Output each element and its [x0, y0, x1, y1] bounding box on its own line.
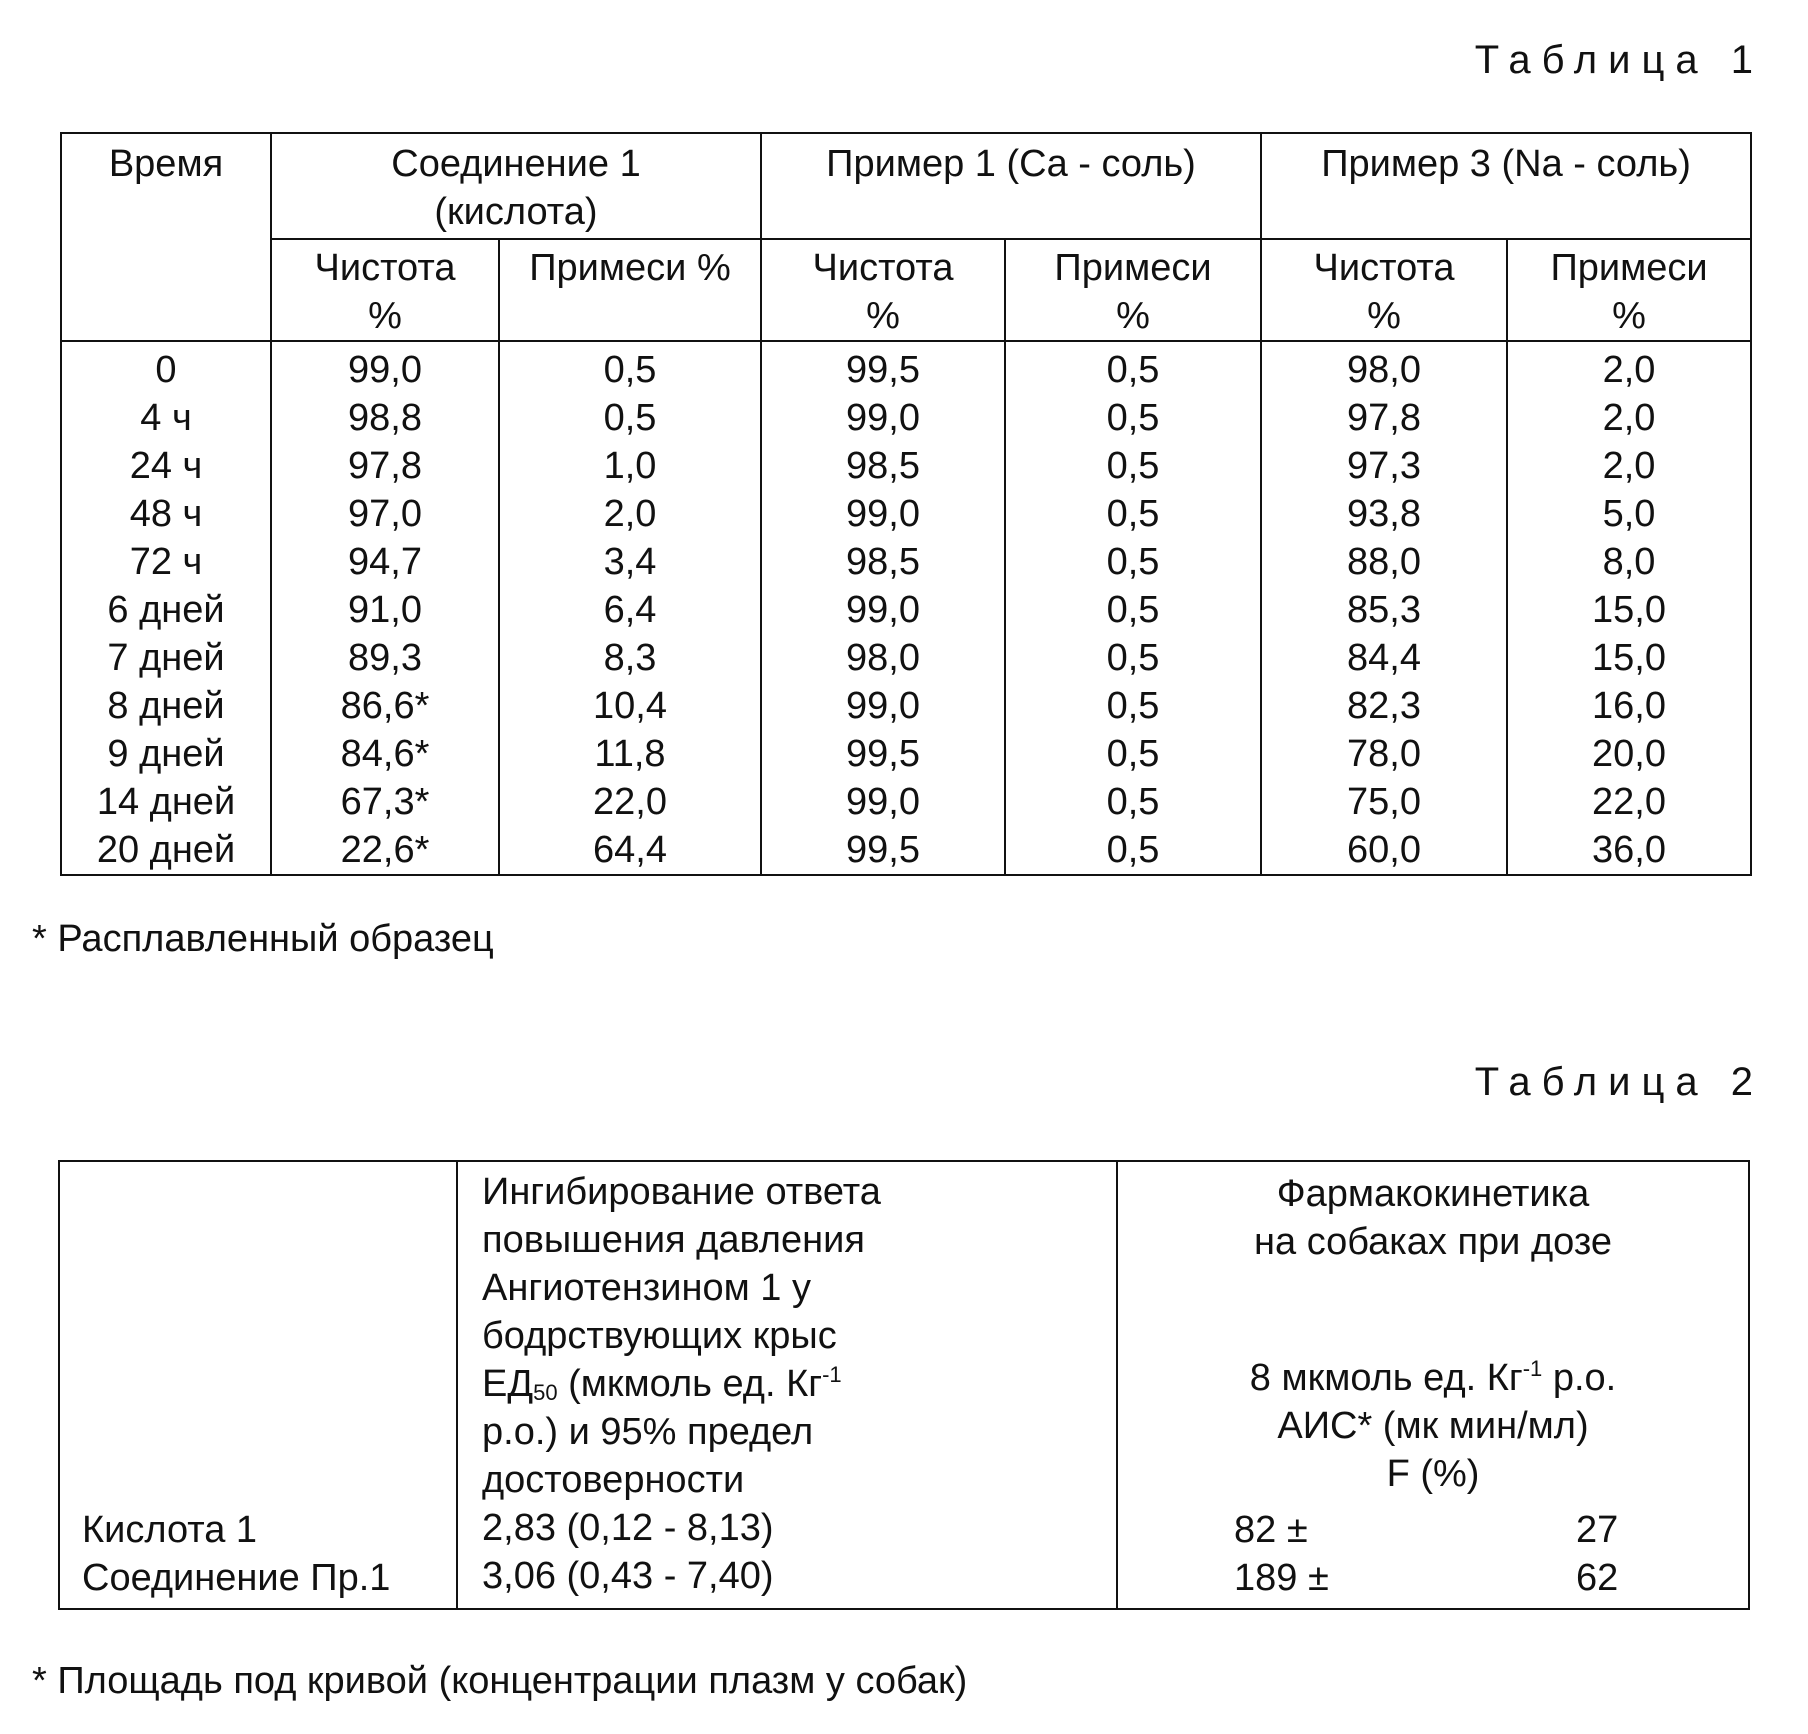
- pk-f-header: F (%): [1386, 1453, 1480, 1495]
- table-cell: 6,4: [603, 589, 657, 631]
- table-cell: 98,0: [1347, 349, 1421, 391]
- pk-row: [1118, 1554, 1748, 1602]
- table-cell: 88,0: [1347, 541, 1421, 583]
- pk-header-line: Фармакокинетика: [1276, 1173, 1590, 1215]
- table2-ed50-column: [457, 1161, 1117, 1609]
- table-cell: 82,3: [1347, 685, 1421, 727]
- table-cell: 0,5: [603, 349, 657, 391]
- ed50-header-line: бодрствующих крыс: [482, 1315, 837, 1357]
- table-cell: 2,0: [1602, 445, 1656, 487]
- header-group-compound1: Соединение 1 (кислота): [271, 133, 761, 239]
- table-cell: 0,5: [1106, 685, 1160, 727]
- table2-caption: Таблица 2: [1474, 1060, 1764, 1104]
- table1-footnote: * Расплавленный образец: [32, 918, 494, 960]
- table-cell: 0,5: [1106, 541, 1160, 583]
- table-cell: 99,5: [846, 829, 920, 871]
- table-cell: 84,4: [1347, 637, 1421, 679]
- table-cell: 10,4: [593, 685, 667, 727]
- table-cell: 67,3*: [340, 781, 430, 823]
- table-cell: 75,0: [1347, 781, 1421, 823]
- table-cell: 3,4: [603, 541, 657, 583]
- table-cell: 14 дней: [96, 781, 236, 823]
- table-cell: 97,8: [348, 445, 422, 487]
- auc-value: 189 ±: [1234, 1557, 1329, 1599]
- table-cell: 85,3: [1347, 589, 1421, 631]
- ed50-header-line: Ингибирование ответа: [482, 1171, 881, 1213]
- table-cell: 99,0: [846, 493, 920, 535]
- header-time: Время: [61, 133, 271, 341]
- ed50-header-line: достоверности: [482, 1459, 745, 1501]
- table-cell: 89,3: [348, 637, 422, 679]
- table-cell: 0,5: [1106, 589, 1160, 631]
- column-purity: [1261, 341, 1507, 875]
- table2: [58, 1160, 1750, 1610]
- table-cell: 22,0: [1592, 781, 1666, 823]
- subheader-impurities: Примеси %: [1507, 239, 1751, 341]
- table-cell: 20 дней: [96, 829, 236, 871]
- table-cell: 8 дней: [107, 685, 225, 727]
- column-impurities: [499, 341, 761, 875]
- table2-label-column: [59, 1161, 457, 1609]
- table-cell: 0: [155, 349, 177, 391]
- table1-body: [61, 341, 1751, 875]
- table-cell: 2,0: [603, 493, 657, 535]
- table-cell: 0,5: [1106, 445, 1160, 487]
- ed50-header-line: р.о.) и 95% предел: [482, 1411, 814, 1453]
- ed50-header-line: Ангиотензином 1 у: [482, 1267, 811, 1309]
- table2-pk-column: [1117, 1161, 1749, 1609]
- f-value: 27: [1576, 1509, 1619, 1551]
- pk-header-line: на собаках при дозе: [1254, 1221, 1612, 1263]
- table-cell: 15,0: [1592, 589, 1666, 631]
- table-cell: 99,0: [846, 589, 920, 631]
- table-cell: 97,3: [1347, 445, 1421, 487]
- table-cell: 60,0: [1347, 829, 1421, 871]
- row-label: Кислота 1: [82, 1509, 258, 1551]
- table-cell: 84,6*: [340, 733, 430, 775]
- table-cell: 2,0: [1602, 349, 1656, 391]
- ed50-value: 2,83 (0,12 - 8,13): [482, 1507, 774, 1549]
- table-cell: 78,0: [1347, 733, 1421, 775]
- table-cell: 1,0: [603, 445, 657, 487]
- column-impurities: [1507, 341, 1751, 875]
- table-cell: 72 ч: [129, 541, 203, 583]
- table-cell: 11,8: [594, 733, 666, 775]
- table-cell: 48 ч: [129, 493, 203, 535]
- table-cell: 0,5: [603, 397, 657, 439]
- row-label: Соединение Пр.1: [82, 1557, 391, 1599]
- table1-caption: Таблица 1: [1474, 38, 1764, 82]
- ed50-header-line: повышения давления: [482, 1219, 865, 1261]
- table-cell: 0,5: [1106, 493, 1160, 535]
- table-cell: 98,5: [846, 541, 920, 583]
- column-time: [61, 341, 271, 875]
- table-cell: 93,8: [1347, 493, 1421, 535]
- table-cell: 8,3: [603, 637, 657, 679]
- pk-dose-line: 8 мкмоль ед. $Кг^{-1}$ р.о.: [1249, 1356, 1617, 1399]
- table-cell: 24 ч: [129, 445, 203, 487]
- pk-row: [1118, 1506, 1748, 1554]
- table-cell: 0,5: [1106, 733, 1160, 775]
- table1: [60, 132, 1752, 876]
- subheader-impurities: Примеси %: [1005, 239, 1261, 341]
- auc-value: 82 ±: [1234, 1509, 1308, 1551]
- table-cell: 99,0: [846, 685, 920, 727]
- subheader-purity: Чистота %: [271, 239, 499, 341]
- column-impurities: [1005, 341, 1261, 875]
- table-cell: 0,5: [1106, 781, 1160, 823]
- subheader-impurities: Примеси %: [499, 239, 761, 341]
- table-cell: 7 дней: [107, 637, 225, 679]
- table-cell: 0,5: [1106, 829, 1160, 871]
- table-cell: 91,0: [348, 589, 422, 631]
- table-cell: 99,5: [846, 349, 920, 391]
- table-cell: 0,5: [1106, 397, 1160, 439]
- ed50-header-line: $ЕД_{50}$ (мкмоль ед. $Кг^{-1}$: [482, 1362, 842, 1405]
- table-cell: 8,0: [1602, 541, 1656, 583]
- table-cell: 20,0: [1592, 733, 1666, 775]
- table-cell: 15,0: [1592, 637, 1666, 679]
- table-cell: 99,0: [846, 397, 920, 439]
- table-cell: 99,5: [846, 733, 920, 775]
- table-cell: 99,0: [348, 349, 422, 391]
- ed50-value: 3,06 (0,43 - 7,40): [482, 1555, 774, 1597]
- pk-auc-header: АИС* (мк мин/мл): [1277, 1405, 1589, 1447]
- column-purity: [761, 341, 1005, 875]
- table-cell: 4 ч: [140, 397, 192, 439]
- table-cell: 98,5: [846, 445, 920, 487]
- table-cell: 22,6*: [340, 829, 430, 871]
- table-cell: 86,6*: [340, 685, 430, 727]
- table-cell: 2,0: [1602, 397, 1656, 439]
- table-cell: 97,8: [1347, 397, 1421, 439]
- table-cell: 98,0: [846, 637, 920, 679]
- table-cell: 22,0: [593, 781, 667, 823]
- table-cell: 94,7: [348, 541, 422, 583]
- header-group-example1: Пример 1 (Ca - соль): [761, 133, 1261, 239]
- table-cell: 36,0: [1592, 829, 1666, 871]
- table-cell: 5,0: [1602, 493, 1656, 535]
- table-cell: 98,8: [348, 397, 422, 439]
- table-cell: 16,0: [1592, 685, 1666, 727]
- table-cell: 0,5: [1106, 637, 1160, 679]
- table-cell: 97,0: [348, 493, 422, 535]
- f-value: 62: [1576, 1557, 1619, 1599]
- table-cell: 99,0: [846, 781, 920, 823]
- table-cell: 9 дней: [107, 733, 225, 775]
- table-cell: 6 дней: [107, 589, 225, 631]
- column-purity: [271, 341, 499, 875]
- subheader-purity: Чистота %: [1261, 239, 1507, 341]
- subheader-purity: Чистота %: [761, 239, 1005, 341]
- table2-footnote: * Площадь под кривой (концентрации плазм у собак): [32, 1660, 968, 1702]
- header-group-example3: Пример 3 (Na - соль): [1261, 133, 1751, 239]
- table-cell: 0,5: [1106, 349, 1160, 391]
- table-cell: 64,4: [593, 829, 667, 871]
